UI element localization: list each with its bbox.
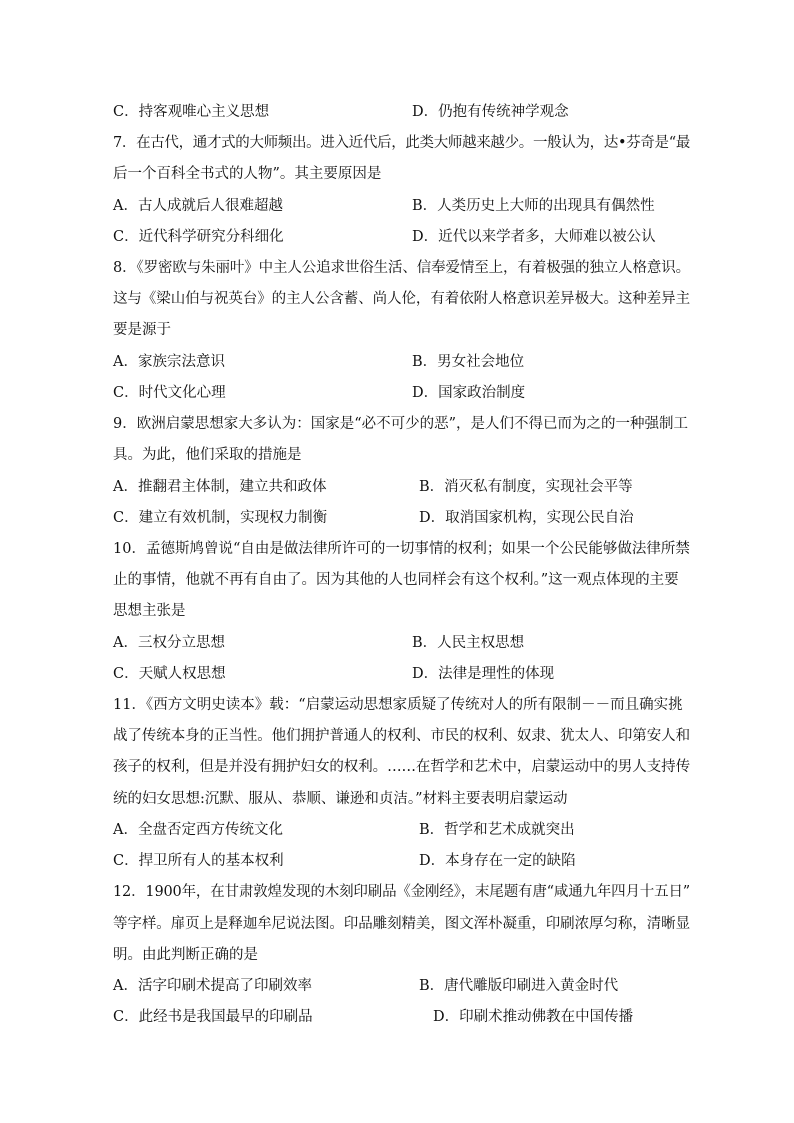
q11-stem-line-4: 统的妇女思想:沉默、服从、恭顺、谦逊和贞洁。”材料主要表明启蒙运动 (113, 791, 568, 807)
q7-stem-line-2: 后一个百科全书式的人物”。其主要原因是 (113, 166, 382, 182)
q8-option-a: A．家族宗法意识 (113, 354, 225, 370)
q7-option-b: B．人类历史上大师的出现具有偶然性 (412, 198, 655, 214)
q12-stem-line-3: 明。由此判断正确的是 (113, 947, 258, 963)
q12-option-b: B．唐代雕版印刷进入黄金时代 (419, 978, 619, 994)
q10-stem-line-3: 思想主张是 (113, 603, 186, 619)
q10-stem-line-1: 10．孟德斯鸠曾说“自由是做法律所许可的一切事情的权利；如果一个公民能够做法律所禁 (113, 541, 690, 557)
q7-option-a: A．古人成就后人很难超越 (113, 198, 283, 214)
q12-option-d: D．印刷术推动佛教在中国传播 (433, 1009, 634, 1025)
q8-option-c: C．时代文化心理 (113, 385, 226, 401)
q11-stem-line-1: 11．《西方文明史读本》载：“启蒙运动思想家质疑了传统对人的所有限制－－而且确实挑 (113, 697, 683, 713)
q12-option-a: A．活字印刷术提高了印刷效率 (113, 978, 312, 994)
q10-option-c: C．天赋人权思想 (113, 666, 226, 682)
q9-option-c: C．建立有效机制，实现权力制衡 (113, 510, 328, 526)
q9-option-a: A．推翻君主体制，建立共和政体 (113, 479, 327, 495)
q7-stem-line-1: 7．在古代，通才式的大师频出。进入近代后，此类大师越来越少。一般认为，达•芬奇是“最 (113, 135, 690, 151)
q11-stem-line-3: 孩子的权利，但是并没有拥护妇女的权利。……在哲学和艺术中，启蒙运动中的男人支持传 (113, 759, 690, 775)
q8-stem-line-3: 要是源于 (113, 322, 171, 338)
q11-option-c: C．捍卫所有人的基本权利 (113, 853, 284, 869)
q11-option-d: D．本身存在一定的缺陷 (419, 853, 576, 869)
q12-option-c: C．此经书是我国最早的印刷品 (113, 1009, 313, 1025)
q10-stem-line-2: 止的事情，他就不再有自由了。因为其他的人也同样会有这个权利。”这一观点体现的主要 (113, 572, 679, 588)
q6-option-c: C．持客观唯心主义思想 (113, 104, 270, 120)
q8-option-d: D．国家政治制度 (412, 385, 526, 401)
q8-stem-line-2: 这与《梁山伯与祝英台》的主人公含蓄、尚人伦，有着依附人格意识差异极大。这种差异主 (113, 291, 690, 307)
q11-option-a: A．全盘否定西方传统文化 (113, 822, 283, 838)
q8-option-b: B．男女社会地位 (412, 354, 525, 370)
q9-option-b: B．消灭私有制度，实现社会平等 (419, 479, 633, 495)
q7-option-c: C．近代科学研究分科细化 (113, 229, 284, 245)
q11-option-b: B．哲学和艺术成就突出 (419, 822, 575, 838)
q10-option-b: B．人民主权思想 (412, 635, 525, 651)
q10-option-a: A．三权分立思想 (113, 635, 225, 651)
q6-option-d: D．仍抱有传统神学观念 (412, 104, 569, 120)
q9-stem-line-1: 9．欧洲启蒙思想家大多认为：国家是“必不可少的恶”，是人们不得已而为之的一种强制工 (113, 416, 689, 432)
q12-stem-line-1: 12．1900年，在甘肃敦煌发现的木刻印刷品《金刚经》，末尾题有唐“咸通九年四月十五日” (113, 884, 691, 900)
q9-option-d: D．取消国家机构，实现公民自治 (419, 510, 634, 526)
q9-stem-line-2: 具。为此，他们采取的措施是 (113, 447, 302, 463)
q8-stem-line-1: 8．《罗密欧与朱丽叶》中主人公追求世俗生活、信奉爱情至上，有着极强的独立人格意识。 (113, 260, 690, 276)
q7-option-d: D．近代以来学者多，大师难以被公认 (412, 229, 656, 245)
q11-stem-line-2: 战了传统本身的正当性。他们拥护普通人的权利、市民的权利、奴隶、犹太人、印第安人和 (113, 728, 690, 744)
q10-option-d: D．法律是理性的体现 (412, 666, 555, 682)
q12-stem-line-2: 等字样。扉页上是释迦牟尼说法图。印品雕刻精美，图文浑朴凝重，印刷浓厚匀称，清晰显 (113, 916, 690, 932)
